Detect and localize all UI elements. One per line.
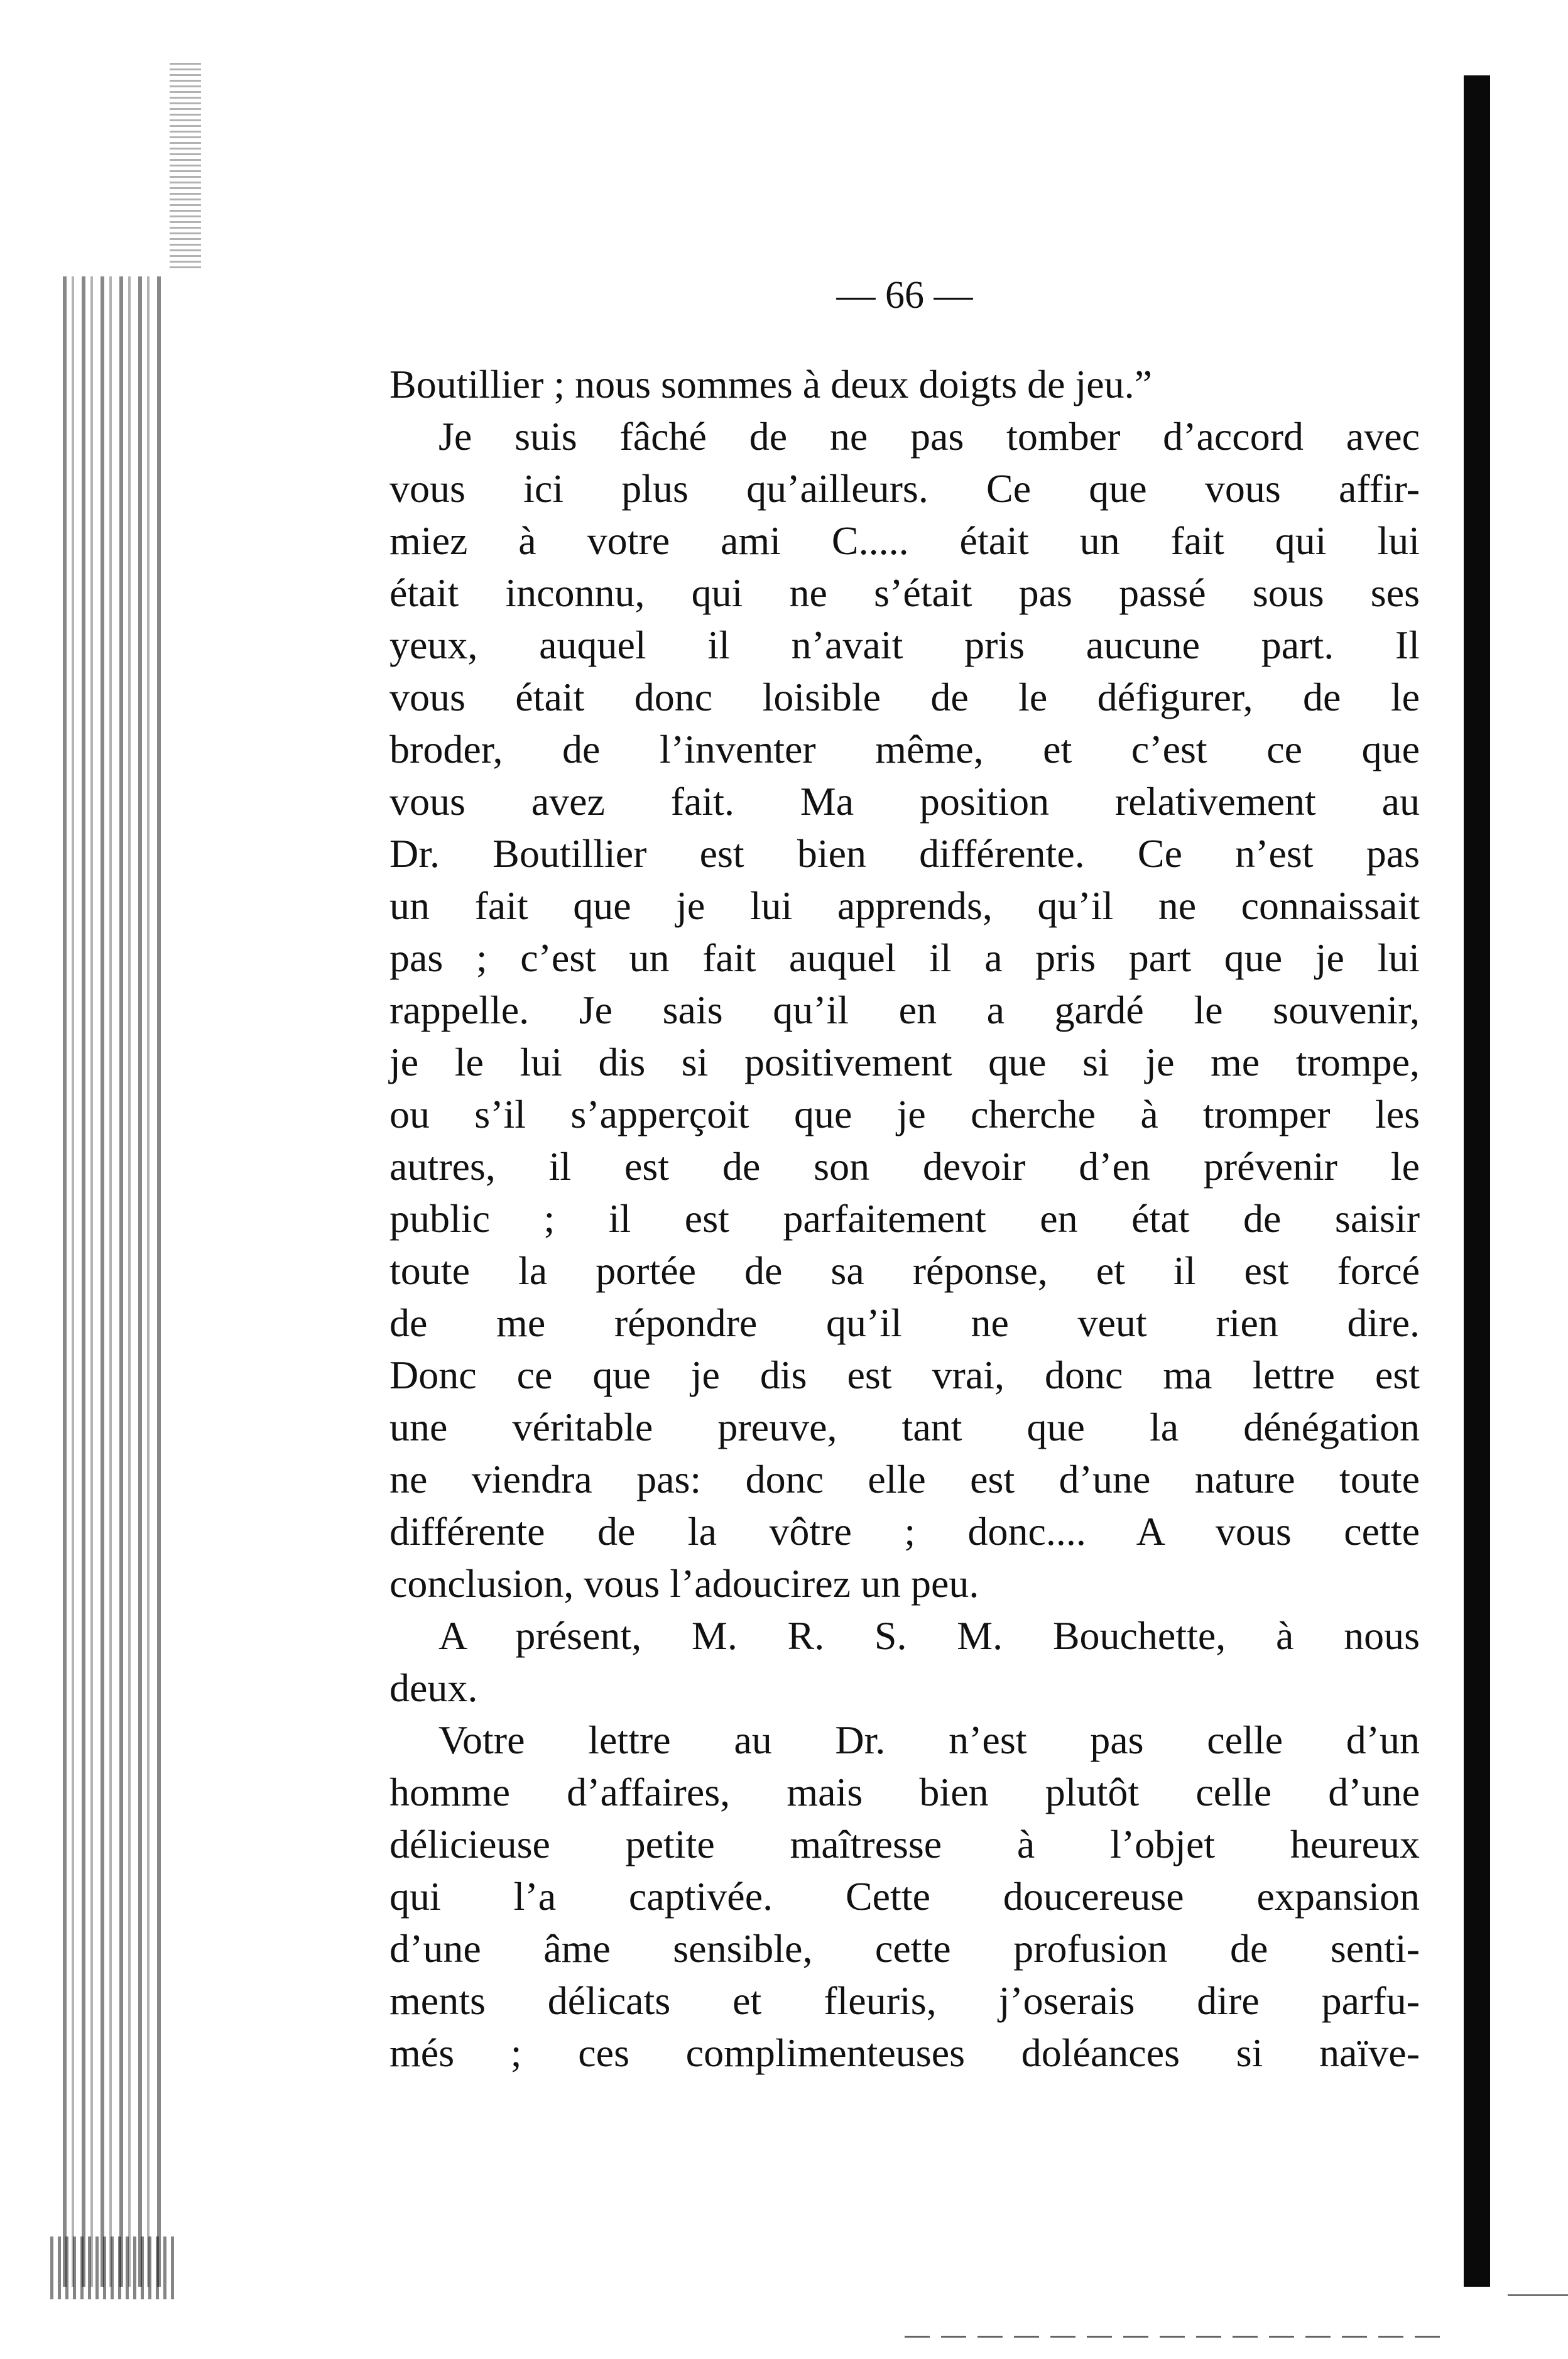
page-number: — 66 — bbox=[836, 274, 973, 317]
text-line: ments délicats et fleuris, j’oserais dire parfu- bbox=[389, 1978, 1420, 2023]
text-line: Donc ce que je dis est vrai, donc ma lettre est bbox=[389, 1353, 1420, 1397]
text-line: rappelle. Je sais qu’il en a gardé le souvenir, bbox=[389, 988, 1420, 1032]
page-edge-bar bbox=[1464, 75, 1490, 2287]
paragraph bbox=[389, 1714, 1420, 2079]
bottom-edge-mark-right bbox=[1508, 2294, 1568, 2296]
text-line: vous était donc loisible de le défigurer, de le bbox=[389, 675, 1420, 719]
text-line: qui l’a captivée. Cette doucereuse expansion bbox=[389, 1874, 1420, 1919]
text-line: vous avez fait. Ma position relativement au bbox=[389, 779, 1420, 824]
text-line: délicieuse petite maîtresse à l’objet heureux bbox=[389, 1822, 1420, 1866]
binding-shadow-top bbox=[170, 63, 201, 270]
paragraph bbox=[389, 410, 1420, 1610]
text-line: homme d’affaires, mais bien plutôt celle d’une bbox=[389, 1770, 1420, 1814]
text-line: différente de la vôtre ; donc.... A vous cette bbox=[389, 1509, 1420, 1554]
paragraph bbox=[389, 358, 1420, 410]
text-line: de me répondre qu’il ne veut rien dire. bbox=[389, 1300, 1420, 1345]
body-text bbox=[389, 358, 1420, 2079]
text-line: Boutillier ; nous sommes à deux doigts de jeu.” bbox=[389, 362, 1153, 406]
text-line: je le lui dis si positivement que si je me trompe, bbox=[389, 1040, 1420, 1084]
paragraph bbox=[389, 1610, 1420, 1714]
text-line: conclusion, vous l’adoucirez un peu. bbox=[389, 1561, 979, 1606]
bottom-edge-mark bbox=[905, 2336, 1445, 2338]
text-line: toute la portée de sa réponse, et il est forcé bbox=[389, 1248, 1420, 1293]
text-line: ne viendra pas: donc elle est d’une nature toute bbox=[389, 1457, 1420, 1501]
text-line: ou s’il s’apperçoit que je cherche à tromper les bbox=[389, 1092, 1420, 1136]
text-line: deux. bbox=[389, 1665, 478, 1710]
binding-shadow-bottom bbox=[50, 2236, 176, 2299]
text-line: d’une âme sensible, cette profusion de senti- bbox=[389, 1926, 1420, 1971]
text-line: vous ici plus qu’ailleurs. Ce que vous affir- bbox=[389, 466, 1420, 511]
text-line: une véritable preuve, tant que la dénégation bbox=[389, 1405, 1420, 1449]
text-line: A présent, M. R. S. M. Bouchette, à nous bbox=[438, 1613, 1420, 1658]
text-line: més ; ces complimenteuses doléances si naïve- bbox=[389, 2030, 1420, 2075]
text-line: broder, de l’inventer même, et c’est ce que bbox=[389, 727, 1420, 771]
text-line: Votre lettre au Dr. n’est pas celle d’un bbox=[438, 1718, 1420, 1762]
text-line: Je suis fâché de ne pas tomber d’accord avec bbox=[438, 414, 1420, 459]
text-line: un fait que je lui apprends, qu’il ne connaissait bbox=[389, 883, 1420, 928]
text-line: Dr. Boutillier est bien différente. Ce n’est pas bbox=[389, 831, 1420, 876]
text-line: yeux, auquel il n’avait pris aucune part. Il bbox=[389, 623, 1420, 667]
text-line: public ; il est parfaitement en état de saisir bbox=[389, 1196, 1420, 1241]
text-line: était inconnu, qui ne s’était pas passé sous ses bbox=[389, 570, 1420, 615]
text-line: miez à votre ami C..... était un fait qui lui bbox=[389, 518, 1420, 563]
text-line: autres, il est de son devoir d’en prévenir le bbox=[389, 1144, 1420, 1189]
binding-shadow bbox=[63, 276, 163, 2287]
text-line: pas ; c’est un fait auquel il a pris part que je lui bbox=[389, 935, 1420, 980]
